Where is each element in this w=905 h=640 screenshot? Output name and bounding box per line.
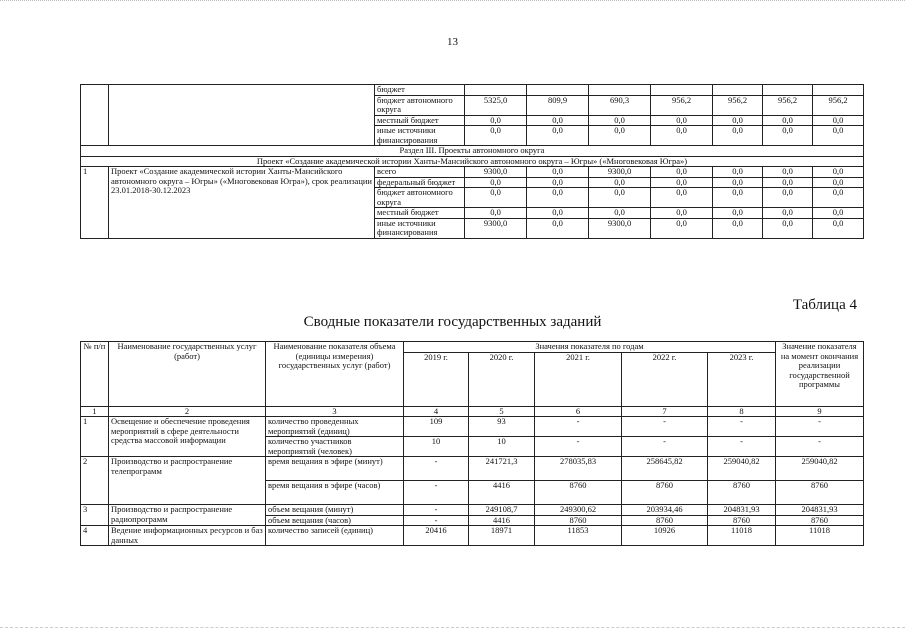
value-cell: 0,0 <box>589 188 651 208</box>
project-title: Проект «Создание академической истории Ханты-Мансийского автономного округа – Югры» («Многовековая Югра») <box>81 156 864 167</box>
value-cell: 0,0 <box>713 167 763 178</box>
value-cell: 0,0 <box>813 218 864 238</box>
column-numbers-row <box>81 406 864 417</box>
value-cell: 10 <box>469 437 535 457</box>
header-indicator: Наименование показателя объема (единицы измерения) государственных услуг (работ) <box>266 342 404 407</box>
value-cell: 0,0 <box>763 208 813 219</box>
value-cell: 259040,82 <box>776 457 864 481</box>
value-cell: 0,0 <box>651 218 713 238</box>
row-name-cell <box>109 85 375 146</box>
value-cell: - <box>535 437 622 457</box>
value-cell: - <box>708 437 776 457</box>
state-tasks-table <box>80 341 864 546</box>
value-cell: 0,0 <box>813 188 864 208</box>
value-cell: 10 <box>404 437 469 457</box>
column-number: 9 <box>776 406 864 417</box>
funding-table <box>80 84 864 239</box>
value-cell: 8760 <box>622 481 708 505</box>
value-cell: 259040,82 <box>708 457 776 481</box>
header-by-years: Значения показателя по годам <box>404 342 776 353</box>
value-cell: 0,0 <box>527 115 589 126</box>
value-cell: 278035,83 <box>535 457 622 481</box>
value-cell: 18971 <box>469 526 535 546</box>
value-cell: 0,0 <box>527 208 589 219</box>
value-cell: - <box>404 515 469 526</box>
value-cell: 0,0 <box>527 126 589 146</box>
value-cell: - <box>776 437 864 457</box>
header-year: 2022 г. <box>622 352 708 406</box>
row-num: 2 <box>81 457 109 505</box>
table-row <box>81 526 864 546</box>
indicator-name: количество участников мероприятий (человек) <box>266 437 404 457</box>
value-cell: 203934,46 <box>622 505 708 516</box>
value-cell: 249300,62 <box>535 505 622 516</box>
service-name: Освещение и обеспечение проведения мероприятий в сфере деятельности средства массовой информации <box>109 417 266 457</box>
value-cell: 0,0 <box>465 208 527 219</box>
value-cell: 9300,0 <box>465 167 527 178</box>
indicator-name: время вещания в эфире (минут) <box>266 457 404 481</box>
project-row <box>81 167 864 178</box>
source-cell: иные источники финансирования <box>375 126 465 146</box>
row-num: 3 <box>81 505 109 526</box>
source-cell: иные источники финансирования <box>375 218 465 238</box>
project-name: Проект «Создание академической истории Ханты-Мансийского автономного округа – Югры» («Многовековая Югра»), срок реализации 23.01.2018-30.12.2023 <box>109 167 375 239</box>
column-number: 3 <box>266 406 404 417</box>
column-number: 2 <box>109 406 266 417</box>
value-cell: 0,0 <box>465 126 527 146</box>
value-cell: 9300,0 <box>589 167 651 178</box>
project-num: 1 <box>81 167 109 239</box>
header-num: № п/п <box>81 342 109 407</box>
table-title: Сводные показатели государственных заданий <box>303 314 602 330</box>
column-number: 7 <box>622 406 708 417</box>
value-cell: - <box>404 481 469 505</box>
value-cell: 0,0 <box>527 188 589 208</box>
source-cell: бюджет автономного округа <box>375 188 465 208</box>
value-cell: - <box>708 417 776 437</box>
value-cell: 0,0 <box>813 115 864 126</box>
value-cell: 8760 <box>535 515 622 526</box>
source-cell: всего <box>375 167 465 178</box>
section-title: Раздел III. Проекты автономного округа <box>81 146 864 157</box>
indicator-name: объем вещания (минут) <box>266 505 404 516</box>
value-cell: 0,0 <box>713 218 763 238</box>
value-cell: - <box>776 417 864 437</box>
value-cell: 20416 <box>404 526 469 546</box>
header-year: 2021 г. <box>535 352 622 406</box>
value-cell: 5325,0 <box>465 95 527 115</box>
column-number: 4 <box>404 406 469 417</box>
header-year: 2020 г. <box>469 352 535 406</box>
value-cell: 249108,7 <box>469 505 535 516</box>
column-number: 6 <box>535 406 622 417</box>
service-name: Ведение информационных ресурсов и баз данных <box>109 526 266 546</box>
value-cell: 11853 <box>535 526 622 546</box>
value-cell: 0,0 <box>813 177 864 188</box>
service-name: Производство и распространение телепрограмм <box>109 457 266 505</box>
value-cell: 9300,0 <box>589 218 651 238</box>
value-cell: 0,0 <box>763 115 813 126</box>
value-cell: 0,0 <box>813 167 864 178</box>
value-cell: 241721,3 <box>469 457 535 481</box>
value-cell: 8760 <box>708 481 776 505</box>
value-cell: 8760 <box>776 515 864 526</box>
value-cell <box>527 85 589 96</box>
column-number: 5 <box>469 406 535 417</box>
value-cell: 0,0 <box>651 115 713 126</box>
value-cell: 956,2 <box>813 95 864 115</box>
header-row <box>81 342 864 353</box>
value-cell: - <box>622 417 708 437</box>
value-cell: 0,0 <box>651 177 713 188</box>
table-row <box>81 505 864 516</box>
row-num-cell <box>81 85 109 146</box>
header-service: Наименование государственных услуг (работ) <box>109 342 266 407</box>
value-cell: 11018 <box>708 526 776 546</box>
value-cell: 8760 <box>622 515 708 526</box>
page-number: 13 <box>447 36 458 48</box>
source-cell: федеральный бюджет <box>375 177 465 188</box>
indicator-name: объем вещания (часов) <box>266 515 404 526</box>
row-num: 4 <box>81 526 109 546</box>
section-row <box>81 146 864 157</box>
value-cell: 0,0 <box>589 177 651 188</box>
value-cell: 0,0 <box>465 115 527 126</box>
value-cell: 0,0 <box>813 126 864 146</box>
value-cell: - <box>404 505 469 516</box>
value-cell: 0,0 <box>651 167 713 178</box>
value-cell: 8760 <box>708 515 776 526</box>
indicator-name: количество записей (единиц) <box>266 526 404 546</box>
value-cell: 0,0 <box>713 208 763 219</box>
value-cell: 93 <box>469 417 535 437</box>
column-number: 8 <box>708 406 776 417</box>
value-cell: - <box>622 437 708 457</box>
value-cell: - <box>404 457 469 481</box>
scan-edge-top <box>0 0 905 4</box>
value-cell <box>763 85 813 96</box>
header-year: 2023 г. <box>708 352 776 406</box>
value-cell: 0,0 <box>713 188 763 208</box>
value-cell <box>813 85 864 96</box>
value-cell: 956,2 <box>763 95 813 115</box>
source-cell: местный бюджет <box>375 208 465 219</box>
value-cell: 9300,0 <box>465 218 527 238</box>
value-cell: 0,0 <box>763 218 813 238</box>
value-cell: 0,0 <box>763 188 813 208</box>
value-cell: 0,0 <box>763 126 813 146</box>
value-cell: 0,0 <box>589 208 651 219</box>
value-cell: 0,0 <box>465 188 527 208</box>
value-cell: 0,0 <box>527 177 589 188</box>
scan-edge-bottom <box>0 627 905 630</box>
value-cell: 4416 <box>469 515 535 526</box>
indicator-name: время вещания в эфире (часов) <box>266 481 404 505</box>
value-cell: 0,0 <box>651 188 713 208</box>
value-cell: 0,0 <box>713 126 763 146</box>
value-cell: 0,0 <box>589 115 651 126</box>
value-cell <box>713 85 763 96</box>
value-cell <box>651 85 713 96</box>
value-cell: 690,3 <box>589 95 651 115</box>
value-cell: 204831,93 <box>708 505 776 516</box>
value-cell: 0,0 <box>713 177 763 188</box>
value-cell: 0,0 <box>763 167 813 178</box>
funding-row <box>81 85 864 96</box>
header-year: 2019 г. <box>404 352 469 406</box>
value-cell: 956,2 <box>651 95 713 115</box>
table-row <box>81 417 864 437</box>
value-cell: 0,0 <box>813 208 864 219</box>
table-row <box>81 457 864 481</box>
value-cell: 11018 <box>776 526 864 546</box>
value-cell <box>589 85 651 96</box>
indicator-name: количество проведенных мероприятий (единиц) <box>266 417 404 437</box>
table-label: Таблица 4 <box>792 297 857 313</box>
value-cell: 8760 <box>776 481 864 505</box>
source-cell: бюджет <box>375 85 465 96</box>
service-name: Производство и распространение радиопрограмм <box>109 505 266 526</box>
value-cell: 204831,93 <box>776 505 864 516</box>
value-cell <box>465 85 527 96</box>
value-cell: 0,0 <box>589 126 651 146</box>
source-cell: бюджет автономного округа <box>375 95 465 115</box>
value-cell: 956,2 <box>713 95 763 115</box>
value-cell: 0,0 <box>465 177 527 188</box>
value-cell: 0,0 <box>651 126 713 146</box>
value-cell: - <box>535 417 622 437</box>
column-number: 1 <box>81 406 109 417</box>
row-num: 1 <box>81 417 109 457</box>
project-title-row <box>81 156 864 167</box>
source-cell: местный бюджет <box>375 115 465 126</box>
value-cell: 0,0 <box>763 177 813 188</box>
value-cell: 4416 <box>469 481 535 505</box>
value-cell: 109 <box>404 417 469 437</box>
value-cell: 0,0 <box>713 115 763 126</box>
header-final: Значение показателя на момент окончания реализации государственной программы <box>776 342 864 407</box>
value-cell: 0,0 <box>651 208 713 219</box>
value-cell: 809,9 <box>527 95 589 115</box>
value-cell: 258645,82 <box>622 457 708 481</box>
value-cell: 0,0 <box>527 167 589 178</box>
value-cell: 8760 <box>535 481 622 505</box>
value-cell: 0,0 <box>527 218 589 238</box>
value-cell: 10926 <box>622 526 708 546</box>
